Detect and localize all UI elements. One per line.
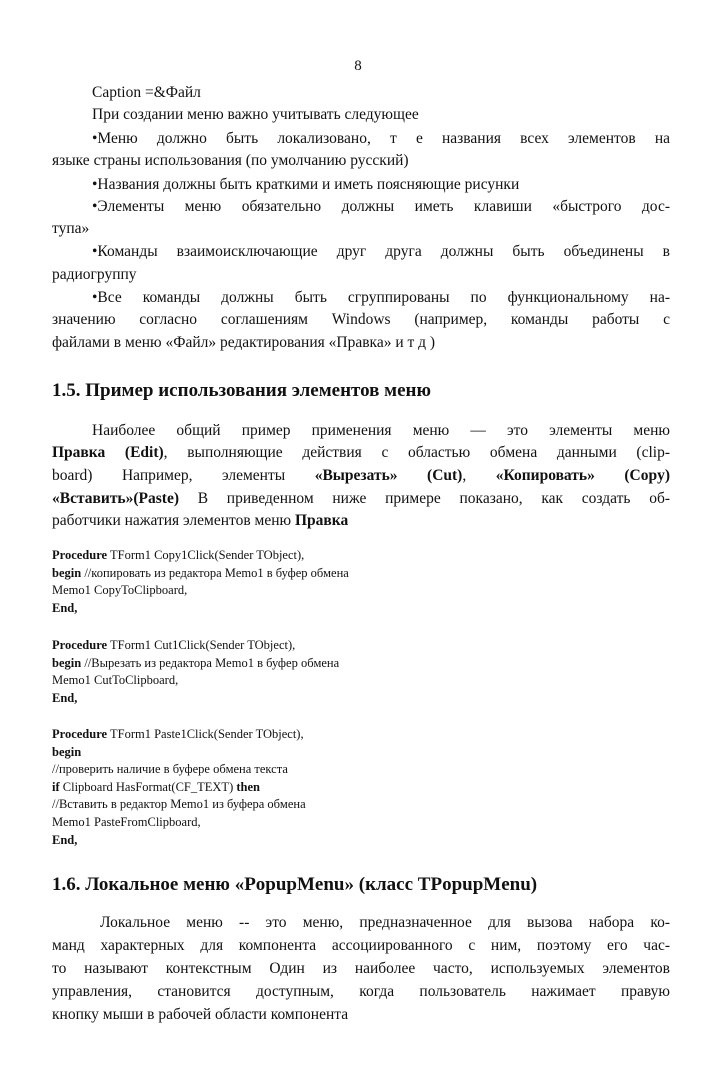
section-1-6-line-1: Локальное меню -- это меню, предназначенное для вызова набора ко-: [100, 914, 670, 931]
intro-line: При создании меню важно учитывать следующее: [92, 106, 419, 123]
section-1-6-line-4: управления, становится доступным, когда пользователь нажимает правую: [52, 983, 670, 1000]
list-item-4-line-1: •Команды взаимоисключающие друг друга должны быть объединены в: [92, 243, 670, 260]
section-1-5-para-line-5: работчики нажатия элементов меню Правка: [52, 512, 349, 529]
list-item-1-line-1: •Меню должно быть локализовано, т е названия всех элементов на: [92, 130, 670, 147]
section-1-5-para-line-4: «Вставить»(Paste) В приведенном ниже примере показано, как создать об-: [52, 490, 670, 507]
page-number: 8: [354, 58, 362, 74]
list-item-3-line-2: тупа»: [52, 220, 90, 237]
section-1-6-line-5: кнопку мыши в рабочей области компонента: [52, 1006, 349, 1023]
list-item-5-line-1: •Все команды должны быть сгруппированы по функциональному на-: [92, 289, 670, 306]
list-item-5-line-3: файлами в меню «Файл» редактирования «Правка» и т д ): [52, 334, 436, 351]
section-1-5-para-line-3: board) Например, элементы «Вырезать» (Cut), «Копировать» (Copy): [52, 467, 670, 484]
section-1-5-para-line-2: Правка (Edit), выполняющие действия с областью обмена данными (clip-: [52, 444, 670, 461]
code-block-copy: Procedure TForm1 Copy1Click(Sender TObject), begin //копировать из редактора Memo1 в буфер обмена Memo1 CopyToClipboard, End,: [52, 548, 349, 615]
code-block-paste: Procedure TForm1 Paste1Click(Sender TObject), begin //проверить наличие в буфере обмена текста if Clipboard HasFormat(CF_TEXT) then //Вставить в редактор Memo1 из буфера обмена Memo1 PasteFromClipboard, End,: [52, 727, 306, 847]
list-item-2: •Названия должны быть краткими и иметь поясняющие рисунки: [92, 176, 520, 193]
caption-line: Caption =&Файл: [92, 84, 201, 101]
section-1-6-line-3: то называют контекстным Один из наиболее часто, используемых элементов: [52, 960, 670, 977]
list-item-5-line-2: значению согласно соглашениям Windows (например, команды работы с: [52, 311, 670, 328]
code-block-cut: Procedure TForm1 Cut1Click(Sender TObject), begin //Вырезать из редактора Memo1 в буфер обмена Memo1 CutToClipboard, End,: [52, 638, 340, 705]
list-item-3-line-1: •Элементы меню обязательно должны иметь клавиши «быстрого дос-: [92, 198, 670, 215]
list-item-1-line-2: языке страны использования (по умолчанию русский): [52, 152, 409, 169]
section-heading-1-5: 1.5. Пример использования элементов меню: [52, 380, 431, 401]
section-1-6-line-2: манд характерных для компонента ассоциированного с ним, поэтому его час-: [52, 937, 670, 954]
list-item-4-line-2: радиогруппу: [52, 266, 137, 283]
menu-item-edit-label: Правка (Edit): [52, 444, 164, 461]
section-heading-1-6: 1.6. Локальное меню «PopupMenu» (класс TPopupMenu): [52, 874, 538, 895]
section-1-5-para-line-1: Наиболее общий пример применения меню — это элементы меню: [92, 422, 670, 439]
